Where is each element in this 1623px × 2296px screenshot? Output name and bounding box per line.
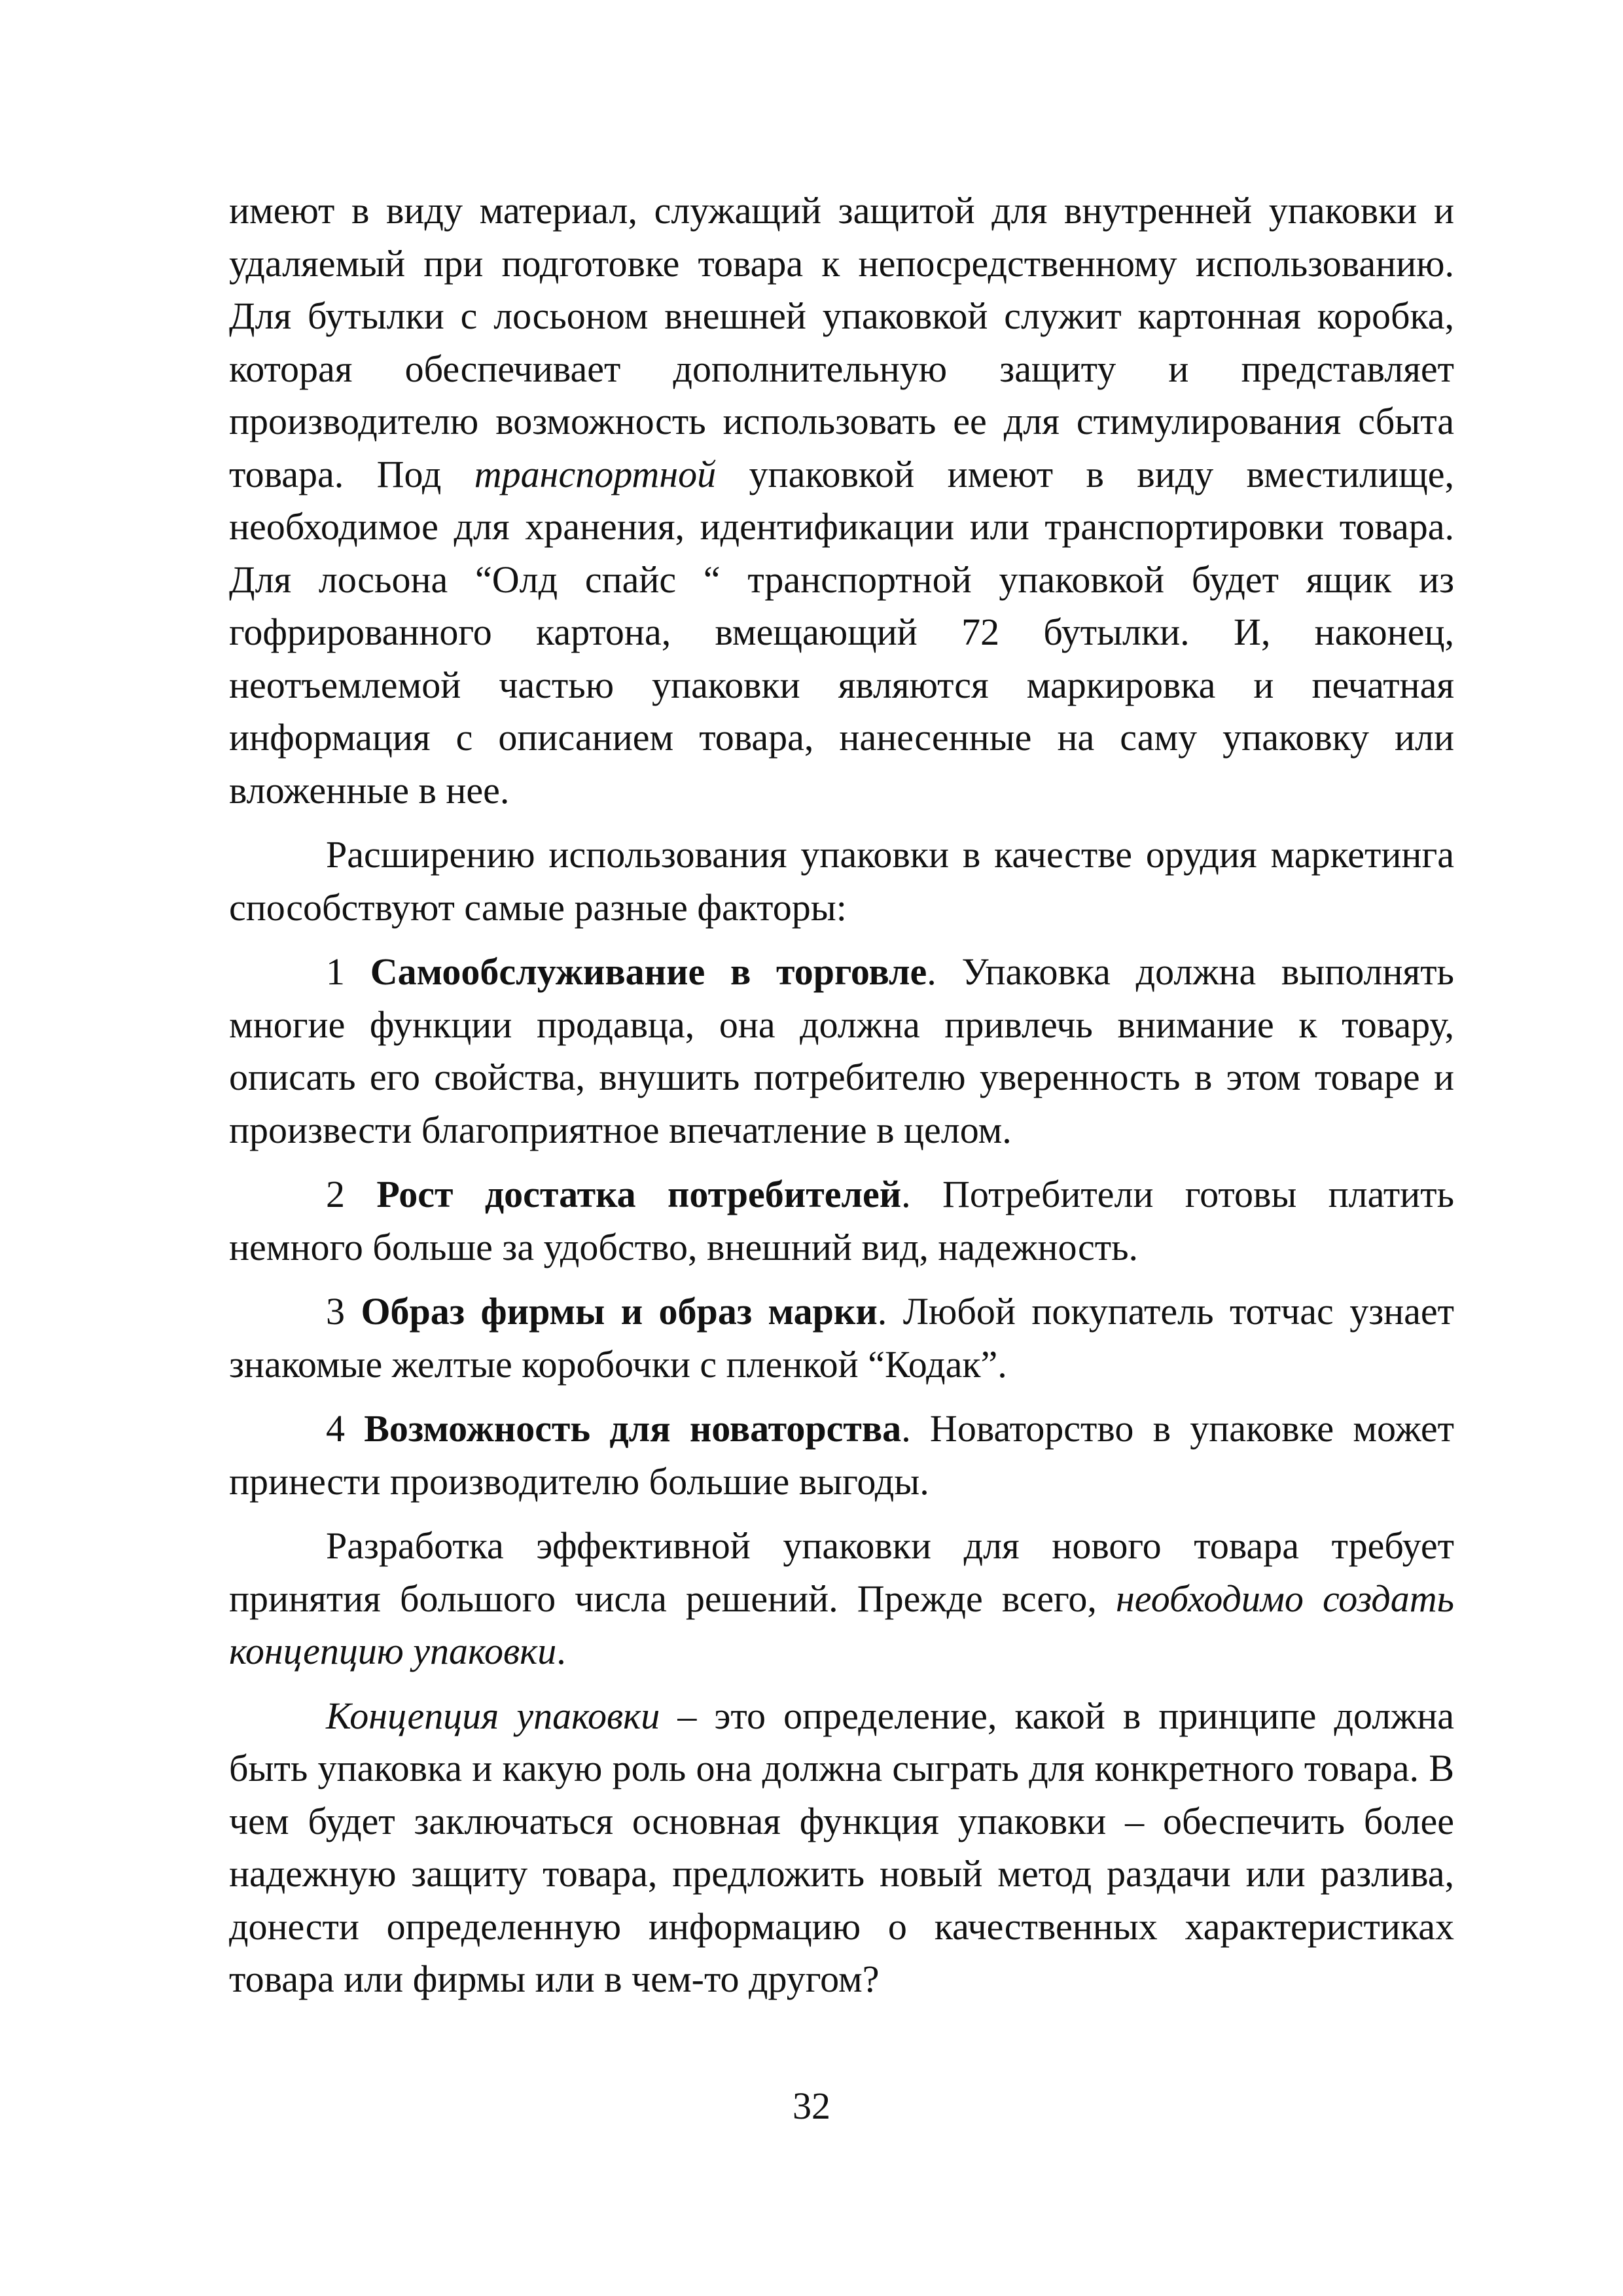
list-item-company-image	[229, 1285, 1454, 1391]
body-text	[229, 185, 1454, 2006]
list-item-text: . Потребители готовы платить немного больше за удобство, внешний вид, надежность.	[229, 1173, 1455, 1268]
paragraph-factors-intro	[229, 829, 1454, 934]
list-item-text: . Новаторство в упаковке может принести производителю большие выгоды.	[229, 1407, 1454, 1503]
list-item-number: 1	[326, 950, 370, 993]
list-item-heading: Возможность для новаторства	[364, 1407, 902, 1450]
italic-term-concept: необходимо создать концепцию упаковки	[229, 1577, 1454, 1672]
italic-term-definition: Концепция упаковки	[326, 1694, 660, 1737]
list-item-self-service	[229, 946, 1454, 1157]
paragraph-text: Расширению использования упаковки в качестве орудия маркетинга способствуют самые разные факторы:	[229, 833, 1454, 929]
paragraph-package-concept	[229, 1690, 1454, 2006]
paragraph-text: – это определение, какой в принципе должна быть упаковка и какую роль она должна сыграть для конкретного товара. В чем будет заключаться основная функция упаковки – обеспечить более надежную защиту товара, предложить новый метод раздачи или разлива, донести определенную информацию о качественных характеристиках товара или фирмы или в чем-то другом?	[229, 1694, 1455, 2000]
list-item-heading: Рост достатка потребителей	[376, 1173, 902, 1215]
paragraph-text: имеют в виду материал, служащий защитой для внутренней упаковки и удаляемый при подготовке товара к непосредственному использованию. Для бутылки с лосьоном внешней упаковкой служит картонная коробка, которая обеспечивает дополнительную защиту и представляет производителю возможность использовать ее для стимулирования сбыта товара. Под	[229, 189, 1454, 495]
list-item-consumer-wealth	[229, 1168, 1454, 1274]
paragraph-package-development	[229, 1520, 1454, 1678]
page-number: 32	[793, 2085, 830, 2127]
paragraph-outer-packaging	[229, 185, 1454, 817]
paragraph-text: .	[556, 1630, 566, 1672]
list-item-heading: Самообслуживание в торговле	[370, 950, 927, 993]
list-item-text: . Упаковка должна выполнять многие функции продавца, она должна привлечь внимание к товару, описать его свойства, внушить потребителю уверенность в этом товаре и произвести благоприятное впечатление в целом.	[229, 950, 1455, 1151]
list-item-number: 3	[326, 1290, 361, 1333]
list-item-number: 4	[326, 1407, 365, 1450]
list-item-heading: Образ фирмы и образ марки	[361, 1290, 878, 1333]
italic-term-transport: транспортной	[474, 452, 717, 495]
list-item-number: 2	[326, 1173, 377, 1215]
list-item-innovation	[229, 1403, 1454, 1508]
list-item-text: . Любой покупатель тотчас узнает знакомые желтые коробочки с пленкой “Кодак”.	[229, 1290, 1454, 1386]
paragraph-text: Разработка эффективной упаковки для нового товара требует принятия большого числа решений. Прежде всего,	[229, 1524, 1454, 1620]
paragraph-text: упаковкой имеют в виду вместилище, необходимое для хранения, идентификации или транспортировки товара. Для лосьона “Олд спайс “ транспортной упаковкой будет ящик из гофрированного картона, вмещающий 72 бутылки. И, наконец, неотъемлемой частью упаковки являются маркировка и печатная информация с описанием товара, нанесенные на саму упаковку или вложенные в нее.	[229, 452, 1454, 812]
